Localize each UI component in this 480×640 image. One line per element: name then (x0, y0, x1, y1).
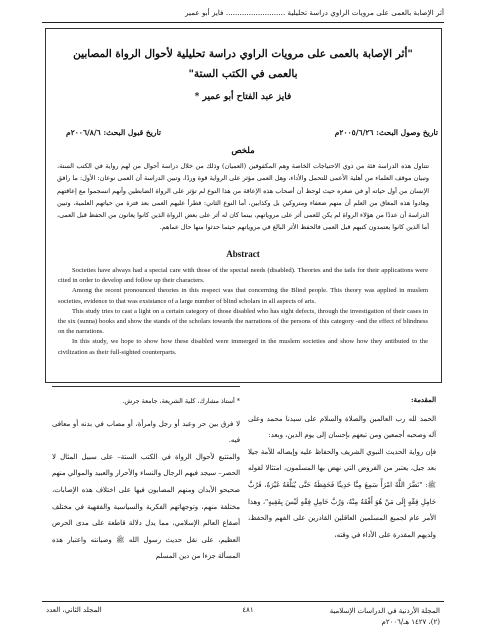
accepted-date: تاريخ قبول البحث: ٢٠٠٦/٨/٦م (66, 128, 162, 137)
header-rule (42, 22, 444, 23)
journal-name (286, 606, 440, 628)
abstract-paragraph: In this study, we hope to show how these disabled were immerged in the muslem societies and show how they antibuted to the civilization as their full-sighted counterparts. (58, 338, 428, 356)
introduction-heading: المقدمة: (410, 396, 436, 404)
abstract-paragraph: This study tries to cast a light on a certain category of those disabled who has sight defects, through the investigation of their cases in the six (sunna) books and show the stands of the scholars towards the narrations of the persons of this category -and the effect of blindness on the narrations. (58, 307, 428, 336)
author-affiliation: * أستاذ مشارك، كلية الشريعة، جامعة جرش. (122, 397, 240, 405)
intro-paragraph: الحمد لله رب العالمين والصلاة والسلام على سيدنا محمد وعلى آله وصحبه أجمعين ومن تبعهم بإحسان إلى يوم الدين، وبعد: (248, 414, 436, 440)
abstract-heading: Abstract (226, 249, 260, 259)
journal-title: المجلة الأردنية في الدراسات الإسلامية (329, 607, 440, 615)
arabic-summary: تتناول هذه الدراسة فئة من ذوي الاحتياجات الخاصة وهم المكفوفين (العميان) وذلك من خلال دراسة أحوال من لهم رواية في الكتب الستة، وتبيان موقف العلماء من أهلية الأعمى للتحمل والأداء، وهل العمى مؤثر على الرواية قوة وردًا، وتبين الدراسة أن العمى نوعان: الأول: ما رافق الإنسان من أول حياته أو في صغره حيث لوحظ أن أصحاب هذه الإعاقة من هذا النوع لم تؤثر على الرواة الضابطين وأنهم انسجموا مع إعاقتهم وهادوا هذه المعاق من العلم أن منهم ضعفاء ومتروكين بل وكذابين، أما النوع الثاني: فطرأ عليهم العمى بعد فترة من حياتهم العلمية، وتبين الدراسة أن عددًا من هؤلاء الرواة لم يكن للعمى أثر على مروياتهم، بينما كان له أثر على بعض الرواة الذين كانوا يعانون من الحفظ قبل العمى، أما الذين كانوا يعتمدون كتبهم قبل العمى فالحفظ الأثر البالغ في مروياتهم حيثما حدثوا منها حال عماهم. (57, 162, 429, 232)
body-paragraph: لا فرق بين حر وعبد أو رجل وامرأة، أو مصاب في بدنه أو معافى فيه. (52, 419, 240, 445)
abstract-paragraph: Among the recent pronounced theories in this respect was that concerning the Blind people. This theory was applied in muslem societies, evidence to that was exsistance of a large number of blind scholars in all aspects of arts. (58, 287, 428, 305)
summary-heading: ملخص (231, 146, 255, 156)
right-column (248, 392, 436, 543)
paper-title: "أثر الإصابة بالعمى على مرويات الراوي دراسة تحليلية لأحوال الرواة المصابين بالعمى في الكتب الستة" (73, 48, 413, 80)
footnote-rule (52, 386, 240, 387)
intro-paragraph: فإن رواية الحديث النبوي الشريف والحفاظ عليه وإيصاله للأمة جيلا بعد جيل، يعتبر من الفروض التي نهض بها المسلمون، امتثالا لقوله ﷺ: "نَضَّرَ اللَّهُ امْرَأً سَمِعَ مِنَّا حَدِيثًا فَحَفِظَهُ حَتَّى يُبَلِّغَهُ غَيْرَهُ، فَرُبَّ حَامِلِ فِقْهٍ إِلَى مَنْ هُوَ أَفْقَهُ مِنْهُ، وَرُبَّ حَامِلِ فِقْهٍ لَيْسَ بِفَقِيهٍ"، وهذا الأمر عام لجميع المسلمين العاقلين القادرين على الفهم والحفظ، ولديهم المقدرة على الأداء في وقته، (248, 447, 436, 539)
received-date: تاريخ وصول البحث: ٢٠٠٥/٦/٢٦م (334, 128, 438, 137)
page-number: ٤٨١ (242, 606, 254, 614)
running-head: أثر الإصابة بالعمى على مرويات الراوي دراسة تحليلية .......................... فايز أبو عمير (185, 8, 444, 17)
author-name: فايز عبد الفتاح أبو عمير * (194, 92, 292, 102)
volume-label: المجلد الثاني، العدد (46, 606, 102, 614)
footer-rule (42, 601, 444, 602)
english-abstract (58, 266, 428, 358)
left-column (52, 393, 240, 565)
abstract-paragraph: Societies have always had a special care with those of the special needs (disabled). Theories and the tails for their applications were cited in order to develop and follow up their characters. (58, 267, 428, 285)
body-paragraph: والمتتبع لأحوال الرواة في الكتب الستة– على سبيل المثال لا الحصر– سيجد فيهم الرجال والنساء والأحرار والعبيد والموالي منهم صحيحو الأبدان ومنهم المصابون فيها على اختلاف هذه الإصابات، مختلفة منهم، وتوجهاتهم الفكرية والسياسية والفقهية في مختلف أصقاع العالم الإسلامي، مما يدل دلالة قاطعة على مدى الحرص العظيم، على نقل حديث رسول الله ﷺ وصيانته واعتبار هذه المسألة جزءا من دين المسلم (52, 452, 240, 561)
issue-date: (٢)، ١٤٢٧ هـ/٢٠٠٦م (381, 618, 440, 626)
